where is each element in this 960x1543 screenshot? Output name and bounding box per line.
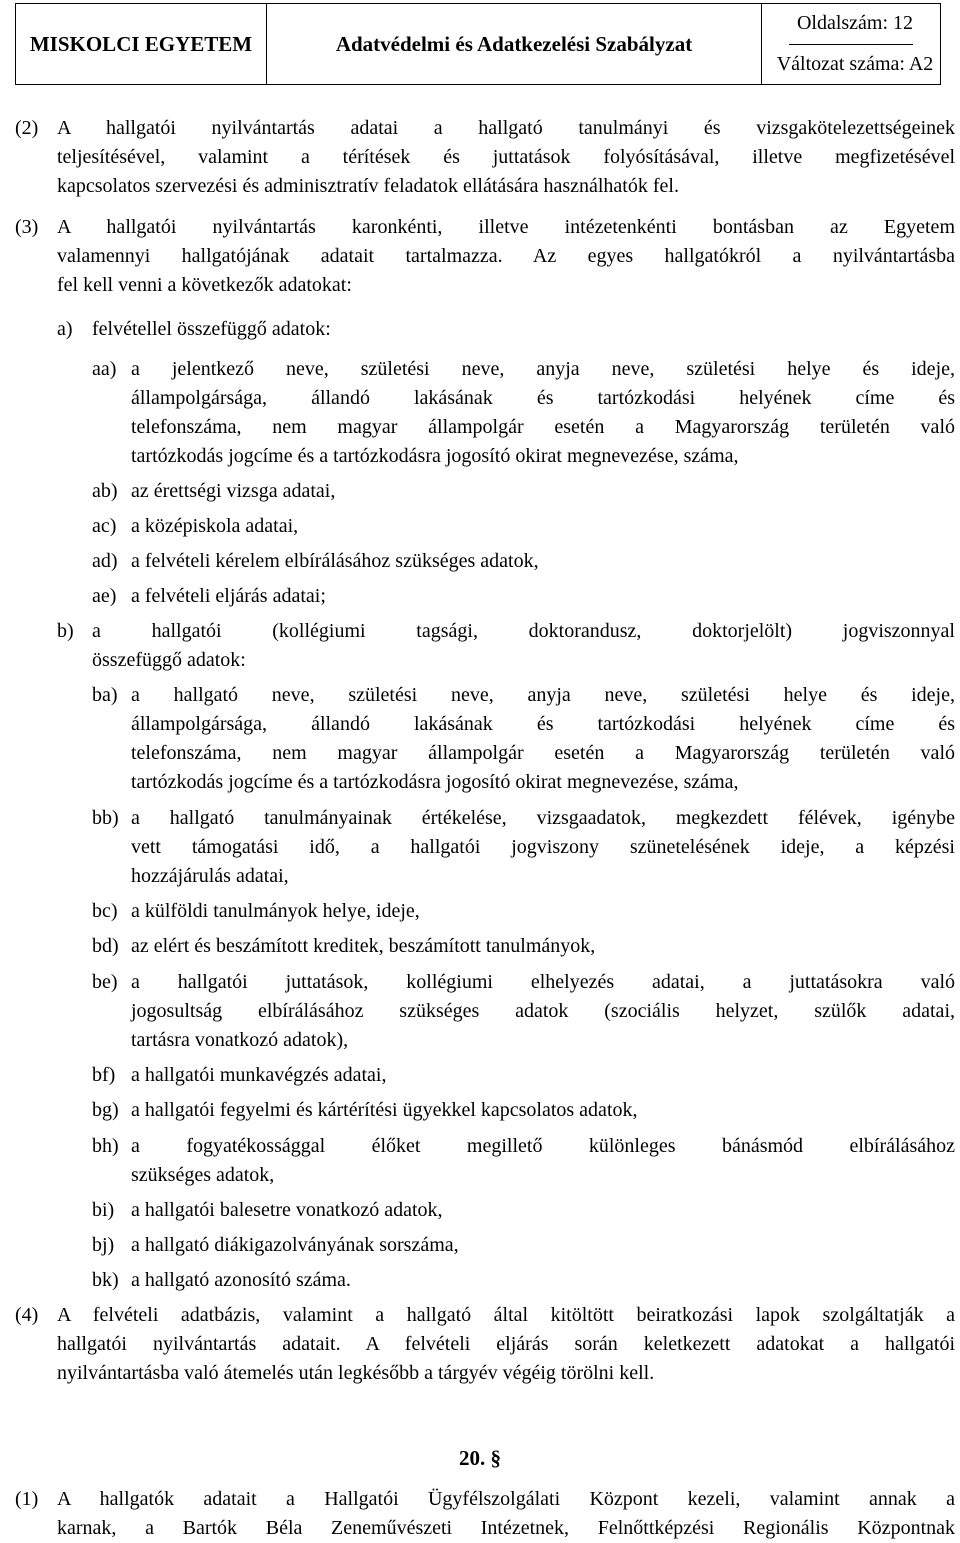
list-marker: bi) <box>92 1199 115 1221</box>
list-marker: bb) <box>92 807 119 829</box>
list-item-text: a hallgató diákigazolványának sorszáma, <box>131 1234 459 1256</box>
list-marker: be) <box>92 971 118 993</box>
list-marker: bk) <box>92 1269 119 1291</box>
paragraph-line: A hallgatók adatait a Hallgatói Ügyfélszolgálati Központ kezeli, valamint annak a <box>57 1488 955 1510</box>
list-item-text: a hallgatói (kollégiumi tagsági, doktorandusz, doktorjelölt) jogviszonnyal <box>92 620 955 642</box>
paragraph-number: (3) <box>15 216 39 238</box>
paragraph-line: kapcsolatos szervezési és adminisztratív feladatok ellátására használhatók fel. <box>57 175 679 197</box>
list-item-text: tartásra vonatkozó adatok), <box>131 1029 349 1051</box>
paragraph-number: (4) <box>15 1304 39 1326</box>
page-info <box>762 4 940 84</box>
paragraph-line: hallgatói nyilvántartás adatait. A felvételi eljárás során keletkezett adatokat a hallgatói <box>57 1333 955 1355</box>
list-marker: bh) <box>92 1135 119 1157</box>
list-item-text: tartózkodás jogcíme és a tartózkodásra jogosító okirat megnevezése, száma, <box>131 445 739 467</box>
document-header <box>15 3 941 85</box>
list-marker: ba) <box>92 684 118 706</box>
list-item-text: a felvételi kérelem elbírálásához szükséges adatok, <box>131 550 539 572</box>
list-marker: bj) <box>92 1234 115 1256</box>
list-marker: a) <box>57 318 73 340</box>
list-item-text: állampolgársága, állandó lakásának és tartózkodási helyének címe és <box>131 713 955 735</box>
list-item-text: a hallgató tanulmányainak értékelése, vizsgaadatok, megkezdett félévek, igénybe <box>131 807 955 829</box>
list-item-text: állampolgársága, állandó lakásának és tartózkodási helyének címe és <box>131 387 955 409</box>
list-marker: ac) <box>92 515 117 537</box>
institution-name: MISKOLCI EGYETEM <box>16 4 267 84</box>
paragraph-line: A hallgatói nyilvántartás adatai a hallgató tanulmányi és vizsgakötelezettségeinek <box>57 117 955 139</box>
list-item-text: a hallgatói fegyelmi és kártérítési ügyekkel kapcsolatos adatok, <box>131 1099 638 1121</box>
list-item-text: a külföldi tanulmányok helye, ideje, <box>131 900 420 922</box>
list-item-text: a hallgató azonosító száma. <box>131 1269 351 1291</box>
list-marker: b) <box>57 620 74 642</box>
list-item-text: a hallgatói balesetre vonatkozó adatok, <box>131 1199 443 1221</box>
paragraph-line: teljesítésével, valamint a térítések és juttatások folyósításával, illetve megfizetésével <box>57 146 955 168</box>
section-heading: 20. § <box>459 1446 501 1470</box>
list-marker: bg) <box>92 1099 119 1121</box>
list-marker: ab) <box>92 480 118 502</box>
list-item-text: vett támogatási idő, a hallgatói jogviszony szünetelésének ideje, a képzési <box>131 836 955 858</box>
page-number: Oldalszám: 12 <box>789 4 913 45</box>
list-item-text: a fogyatékossággal élőket megillető különleges bánásmód elbírálásához <box>131 1135 955 1157</box>
list-item-text: felvétellel összefüggő adatok: <box>92 318 331 340</box>
list-item-text: a hallgatói juttatások, kollégiumi elhelyezés adatai, a juttatásokra való <box>131 971 955 993</box>
paragraph-line: nyilvántartásba való átemelés után legkésőbb a tárgyév végéig törölni kell. <box>57 1362 655 1384</box>
version-number: Változat száma: A2 <box>776 52 934 75</box>
list-item-text: a jelentkező neve, születési neve, anyja neve, születési helye és ideje, <box>131 358 955 380</box>
paragraph-line: fel kell venni a következők adatokat: <box>57 274 352 296</box>
list-item-text: a felvételi eljárás adatai; <box>131 585 326 607</box>
paragraph-number: (2) <box>15 117 39 139</box>
paragraph-line: A hallgatói nyilvántartás karonkénti, illetve intézetenkénti bontásban az Egyetem <box>57 216 955 238</box>
list-item-text: az elért és beszámított kreditek, beszámított tanulmányok, <box>131 935 596 957</box>
list-item-text: a hallgató neve, születési neve, anyja neve, születési helye és ideje, <box>131 684 955 706</box>
paragraph-line: valamennyi hallgatójának adatait tartalmazza. Az egyes hallgatókról a nyilvántartásba <box>57 245 955 267</box>
list-item-text: hozzájárulás adatai, <box>131 865 289 887</box>
paragraph-number: (1) <box>15 1488 39 1510</box>
list-marker: aa) <box>92 358 117 380</box>
document-title: Adatvédelmi és Adatkezelési Szabályzat <box>267 4 762 84</box>
list-item-text: összefüggő adatok: <box>92 649 246 671</box>
list-item-text: telefonszáma, nem magyar állampolgár esetén a Magyarország területén való <box>131 742 955 764</box>
list-marker: ad) <box>92 550 118 572</box>
list-item-text: jogosultság elbírálásához szükséges adatok (szociális helyzet, szülők adatai, <box>131 1000 955 1022</box>
list-marker: bf) <box>92 1064 116 1086</box>
list-item-text: a középiskola adatai, <box>131 515 299 537</box>
list-marker: bd) <box>92 935 119 957</box>
list-item-text: szükséges adatok, <box>131 1164 275 1186</box>
list-item-text: az érettségi vizsga adatai, <box>131 480 336 502</box>
paragraph-line: karnak, a Bartók Béla Zeneművészeti Intézetnek, Felnőttképzési Regionális Központnak <box>57 1517 955 1539</box>
list-item-text: telefonszáma, nem magyar állampolgár esetén a Magyarország területén való <box>131 416 955 438</box>
list-item-text: tartózkodás jogcíme és a tartózkodásra jogosító okirat megnevezése, száma, <box>131 771 739 793</box>
list-marker: ae) <box>92 585 117 607</box>
list-item-text: a hallgatói munkavégzés adatai, <box>131 1064 387 1086</box>
paragraph-line: A felvételi adatbázis, valamint a hallgató által kitöltött beiratkozási lapok szolgáltatják a <box>57 1304 955 1326</box>
list-marker: bc) <box>92 900 118 922</box>
